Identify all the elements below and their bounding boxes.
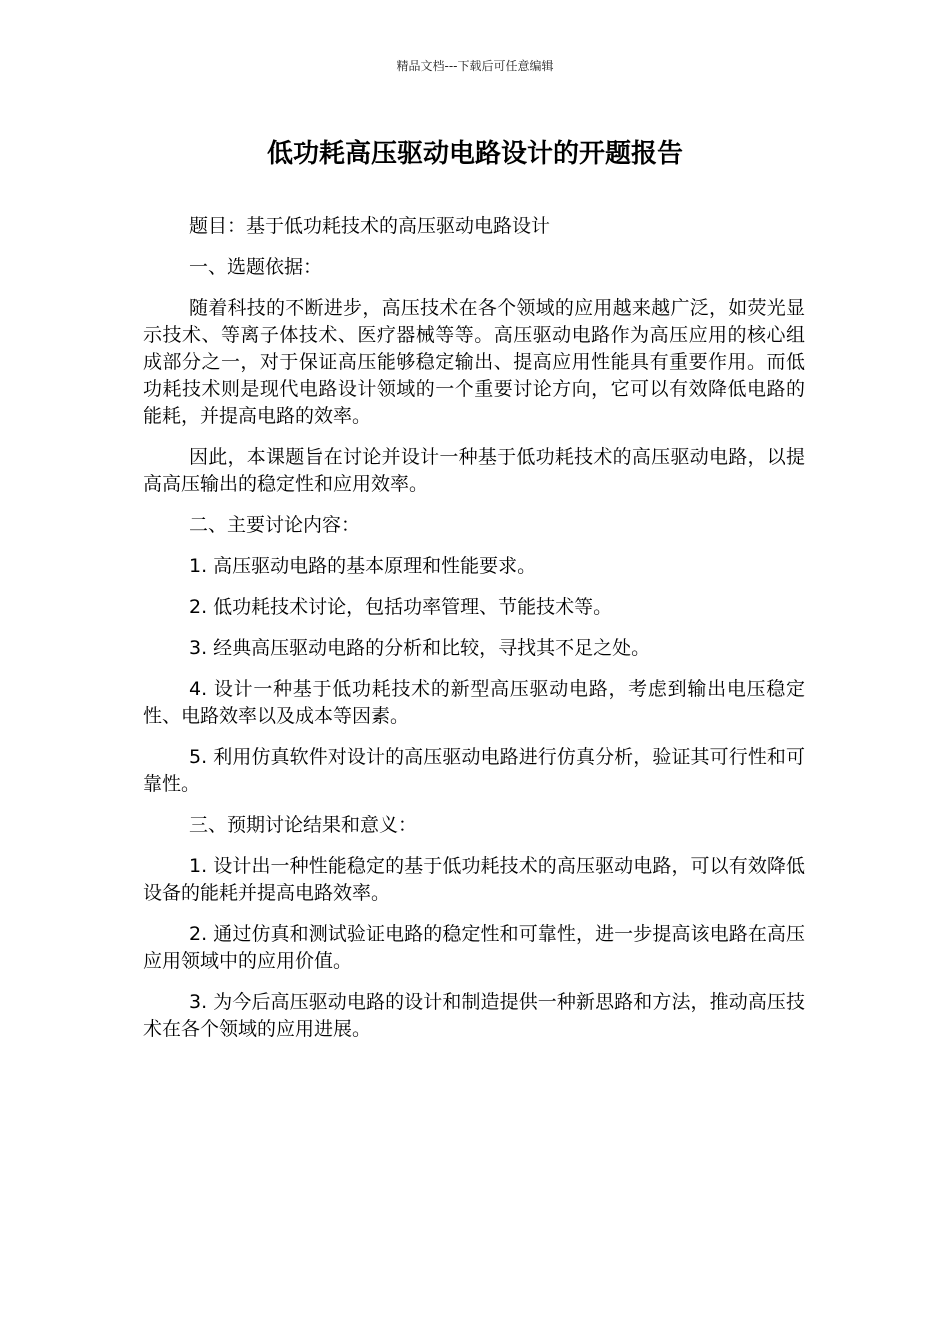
body-paragraph: 因此，本课题旨在讨论并设计一种基于低功耗技术的高压驱动电路，以提高高压输出的稳定性和应用效率。	[143, 446, 805, 495]
list-item: 1. 高压驱动电路的基本原理和性能要求。	[189, 555, 537, 577]
body-paragraph: 随着科技的不断进步，高压技术在各个领域的应用越来越广泛，如荧光显示技术、等离子体技术、医疗器械等等。高压驱动电路作为高压应用的核心组成部分之一，对于保证高压能够稳定输出、提高应用性能具有重要作用。而低功耗技术则是现代电路设计领域的一个重要讨论方向，它可以有效降低电路的能耗，并提高电路的效率。	[143, 297, 805, 427]
section-heading-results: 三、预期讨论结果和意义：	[189, 814, 418, 836]
section-heading-basis: 一、选题依据：	[189, 256, 323, 278]
document-title: 低功耗高压驱动电路设计的开题报告	[266, 139, 683, 169]
list-item: 3. 经典高压驱动电路的分析和比较，寻找其不足之处。	[189, 637, 651, 659]
list-item: 1. 设计出一种性能稳定的基于低功耗技术的高压驱动电路，可以有效降低设备的能耗并提高电路效率。	[143, 855, 805, 904]
document-body	[143, 213, 805, 1057]
list-item: 4. 设计一种基于低功耗技术的新型高压驱动电路，考虑到输出电压稳定性、电路效率以及成本等因素。	[143, 678, 805, 727]
list-item: 3. 为今后高压驱动电路的设计和制造提供一种新思路和方法，推动高压技术在各个领域的应用进展。	[143, 991, 805, 1040]
list-item: 2. 低功耗技术讨论，包括功率管理、节能技术等。	[189, 596, 613, 618]
section-heading-content: 二、主要讨论内容：	[189, 514, 361, 536]
list-item: 2. 通过仿真和测试验证电路的稳定性和可靠性，进一步提高该电路在高压应用领域中的应用价值。	[143, 923, 805, 972]
header-note: 精品文档---下载后可任意编辑	[396, 59, 554, 73]
list-item: 5. 利用仿真软件对设计的高压驱动电路进行仿真分析，验证其可行性和可靠性。	[143, 746, 805, 795]
topic-line: 题目：基于低功耗技术的高压驱动电路设计	[189, 215, 551, 237]
